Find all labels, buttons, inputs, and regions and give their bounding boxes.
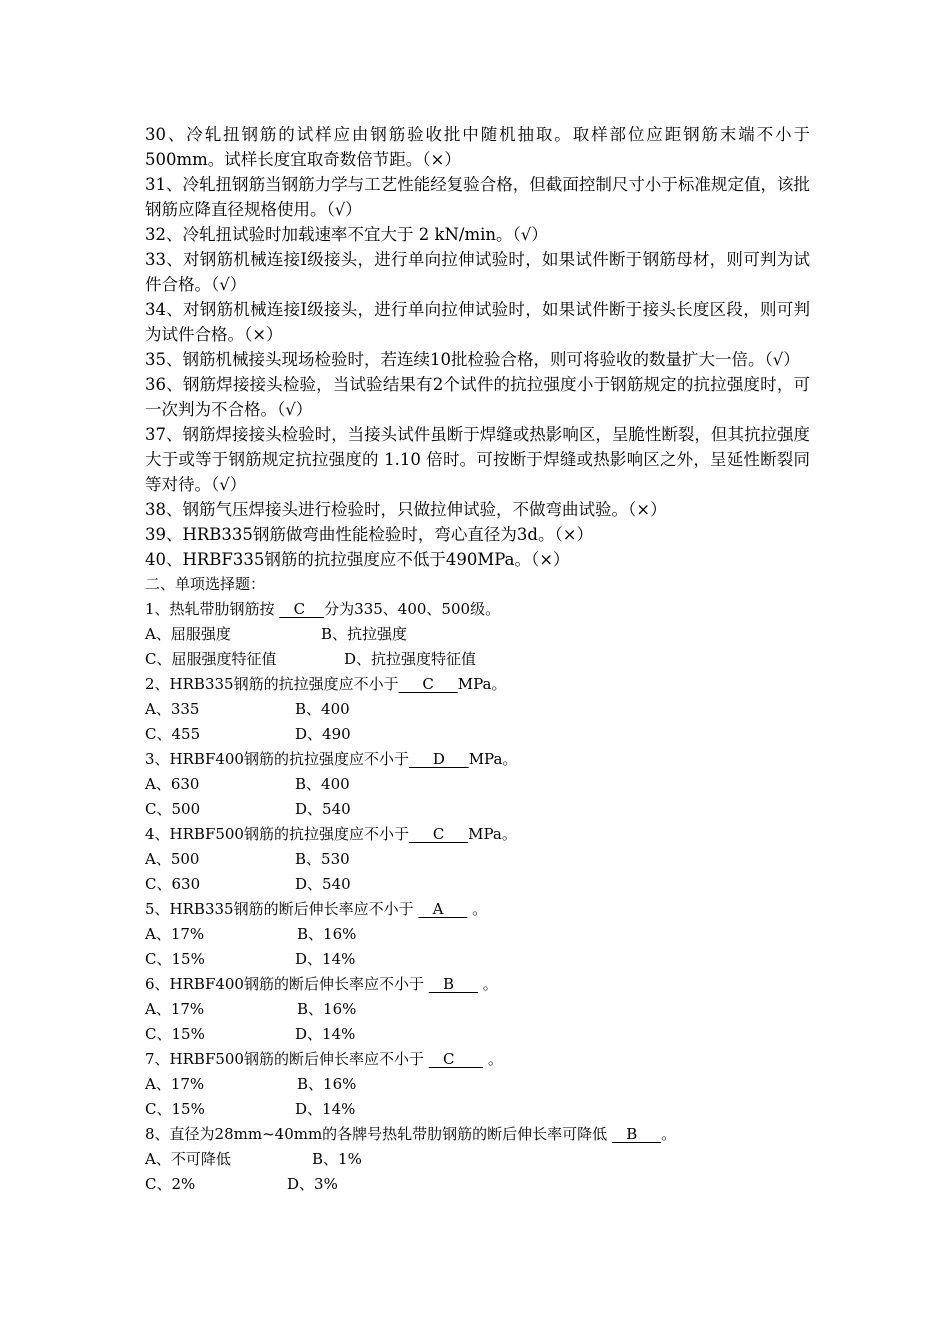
option-row <box>145 1172 810 1197</box>
tf-item-39: 39、HRB335钢筋做弯曲性能检验时，弯心直径为3d。（×） <box>145 525 594 544</box>
stem-after: 分为335、400、500级。 <box>324 600 501 618</box>
option-d: D、540 <box>295 875 351 893</box>
option-d: D、490 <box>295 725 351 743</box>
tf-item-34: 34、对钢筋机械连接Ⅰ级接头，进行单向拉伸试验时，如果试件断于接头长度区段，则可判为试件合格。（×） <box>145 300 810 344</box>
option-b: B、16% <box>297 925 357 943</box>
option-row <box>145 622 810 647</box>
answer-blank: C <box>398 675 458 693</box>
option-a: A、屈服强度 <box>145 625 231 643</box>
answer-blank: C <box>428 1050 484 1068</box>
section-title: 二、单项选择题： <box>145 575 266 593</box>
stem-before: 4、HRBF500钢筋的抗拉强度应不小于 <box>145 825 409 843</box>
option-a: A、17% <box>145 1075 205 1093</box>
option-row <box>145 922 810 947</box>
tf-item-40: 40、HRBF335钢筋的抗拉强度应不低于490MPa。（×） <box>145 550 570 569</box>
option-c: C、630 <box>145 875 201 893</box>
option-d: D、540 <box>295 800 351 818</box>
option-d: D、14% <box>295 1100 356 1118</box>
question-stem <box>145 897 810 922</box>
stem-after: MPa。 <box>468 825 517 843</box>
stem-after: MPa。 <box>457 675 507 693</box>
answer-blank: B <box>611 1125 662 1143</box>
option-c: C、15% <box>145 950 205 968</box>
answer-blank: D <box>408 750 469 768</box>
answer-blank: B <box>428 975 478 993</box>
option-row <box>145 947 810 972</box>
question-6 <box>145 972 810 1047</box>
option-a: A、17% <box>145 925 205 943</box>
option-a: A、630 <box>145 775 200 793</box>
question-7 <box>145 1047 810 1122</box>
option-row <box>145 847 810 872</box>
option-row <box>145 1147 810 1172</box>
stem-before: 7、HRBF500钢筋的断后伸长率应不小于 <box>145 1050 429 1068</box>
stem-after: 。 <box>661 1125 677 1143</box>
tf-item-32: 32、冷轧扭试验时加载速率不宜大于 2 kN/min。（√） <box>145 225 548 244</box>
option-a: A、不可降低 <box>145 1150 231 1168</box>
option-b: B、400 <box>295 775 350 793</box>
question-stem <box>145 822 810 847</box>
tf-item-30: 30、冷轧扭钢筋的试样应由钢筋验收批中随机抽取。取样部位应距钢筋末端不小于500mm。试样长度宜取奇数倍节距。（×） <box>145 125 810 169</box>
option-d: D、抗拉强度特征值 <box>344 650 477 668</box>
tf-item-38: 38、钢筋气压焊接头进行检验时，只做拉伸试验，不做弯曲试验。（×） <box>145 500 667 519</box>
question-stem <box>145 672 810 697</box>
option-a: A、500 <box>145 850 200 868</box>
question-3 <box>145 747 810 822</box>
stem-before: 6、HRBF400钢筋的断后伸长率应不小于 <box>145 975 429 993</box>
question-stem <box>145 972 810 997</box>
option-d: D、14% <box>295 1025 356 1043</box>
answer-blank: C <box>408 825 469 843</box>
option-row <box>145 1072 810 1097</box>
stem-after: MPa。 <box>468 750 518 768</box>
option-c: C、455 <box>145 725 201 743</box>
page-content <box>145 122 810 1197</box>
option-c: C、15% <box>145 1025 205 1043</box>
choice-section <box>145 597 810 1197</box>
option-c: C、屈服强度特征值 <box>145 650 277 668</box>
option-d: D、3% <box>287 1175 338 1193</box>
option-c: C、15% <box>145 1100 205 1118</box>
option-row <box>145 647 810 672</box>
tf-item-31: 31、冷轧扭钢筋当钢筋力学与工艺性能经复验合格，但截面控制尺寸小于标准规定值，该批钢筋应降直径规格使用。（√） <box>145 175 810 219</box>
option-row <box>145 872 810 897</box>
question-stem <box>145 597 810 622</box>
tf-item-33: 33、对钢筋机械连接Ⅰ级接头，进行单向拉伸试验时，如果试件断于钢筋母材，则可判为试件合格。（√） <box>145 250 810 294</box>
true-false-section <box>145 122 810 572</box>
option-row <box>145 1022 810 1047</box>
option-b: B、530 <box>295 850 350 868</box>
question-1 <box>145 597 810 672</box>
question-8 <box>145 1122 810 1197</box>
option-row <box>145 797 810 822</box>
stem-before: 3、HRBF400钢筋的抗拉强度应不小于 <box>145 750 409 768</box>
option-c: C、2% <box>145 1175 196 1193</box>
option-b: B、抗拉强度 <box>321 625 408 643</box>
option-row <box>145 722 810 747</box>
option-c: C、500 <box>145 800 201 818</box>
stem-after: 。 <box>477 975 498 993</box>
stem-before: 2、HRB335钢筋的抗拉强度应不小于 <box>145 675 399 693</box>
option-row <box>145 1097 810 1122</box>
answer-blank: A <box>418 900 468 918</box>
option-row <box>145 997 810 1022</box>
stem-before: 5、HRB335钢筋的断后伸长率应不小于 <box>145 900 419 918</box>
option-b: B、16% <box>297 1075 357 1093</box>
answer-blank: C <box>279 600 325 618</box>
question-4 <box>145 822 810 897</box>
tf-item-35: 35、钢筋机械接头现场检验时，若连续10批检验合格，则可将验收的数量扩大一倍。（√） <box>145 350 800 369</box>
stem-after: 。 <box>467 900 488 918</box>
option-row <box>145 697 810 722</box>
question-stem <box>145 747 810 772</box>
question-stem <box>145 1122 810 1147</box>
option-b: B、400 <box>295 700 350 718</box>
option-a: A、17% <box>145 1000 205 1018</box>
question-stem <box>145 1047 810 1072</box>
stem-before: 8、直径为28mm~40mm的各牌号热轧带肋钢筋的断后伸长率可降低 <box>145 1125 612 1143</box>
option-b: B、16% <box>297 1000 357 1018</box>
option-d: D、14% <box>295 950 356 968</box>
stem-before: 1、热轧带肋钢筋按 <box>145 600 280 618</box>
tf-item-37: 37、钢筋焊接接头检验时，当接头试件虽断于焊缝或热影响区，呈脆性断裂，但其抗拉强度大于或等于钢筋规定抗拉强度的 1.10 倍时。可按断于焊缝或热影响区之外，呈延性断裂同等对待。（√） <box>145 425 810 494</box>
option-a: A、335 <box>145 700 200 718</box>
option-row <box>145 772 810 797</box>
question-2 <box>145 672 810 747</box>
stem-after: 。 <box>483 1050 503 1068</box>
question-5 <box>145 897 810 972</box>
option-b: B、1% <box>312 1150 362 1168</box>
tf-item-36: 36、钢筋焊接接头检验，当试验结果有2个试件的抗拉强度小于钢筋规定的抗拉强度时，可一次判为不合格。（√） <box>145 375 810 419</box>
